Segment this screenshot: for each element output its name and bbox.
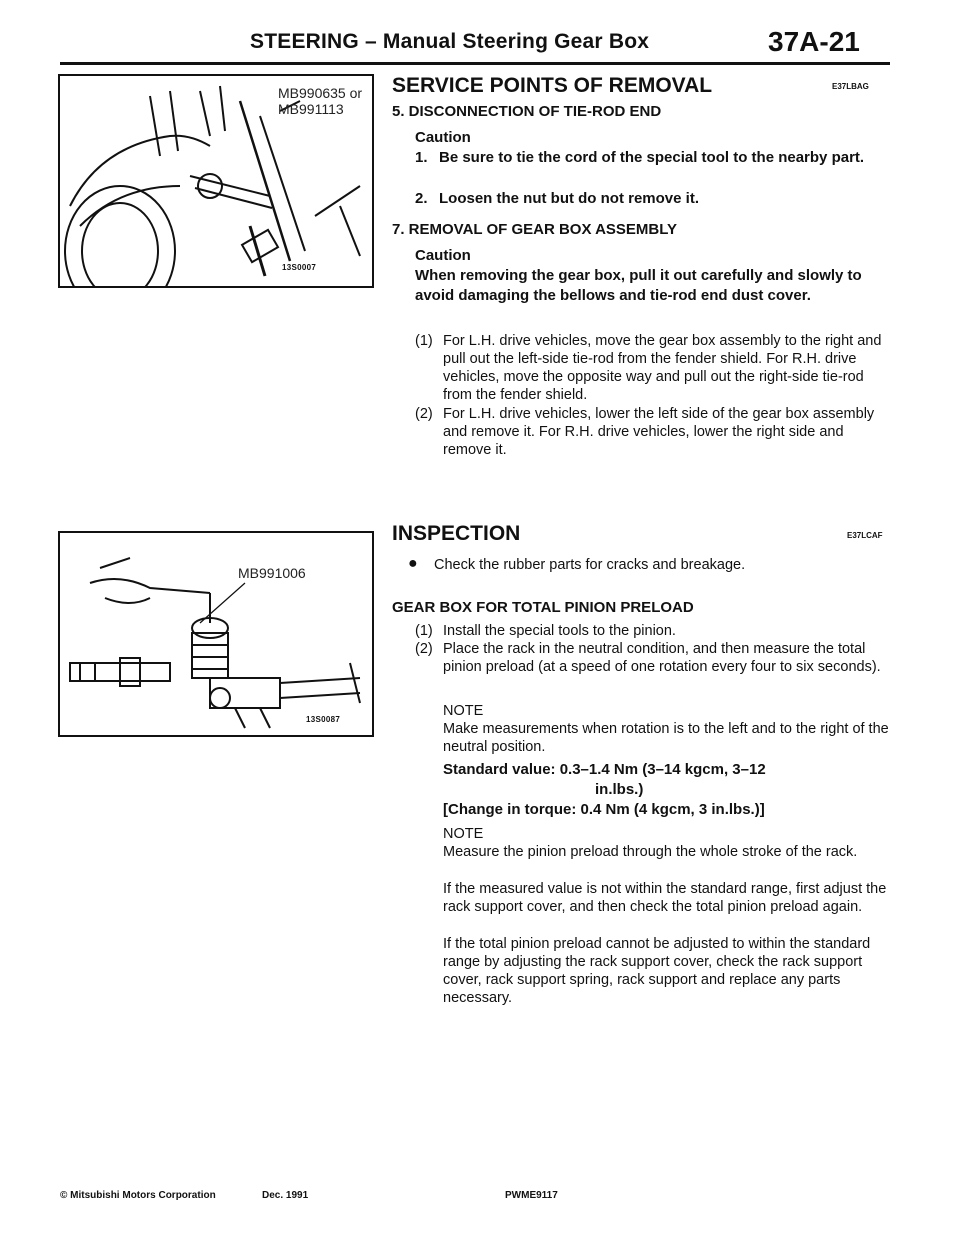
- step7-item-2: (2) For L.H. drive vehicles, lower the left side of the gear box assembly and remove it. For R.H. drive vehicles, lower the right side and remove it.: [415, 406, 875, 458]
- step7-item-1: (1) For L.H. drive vehicles, move the gear box assembly to the right and pull out the left-side tie-rod from the fender shield. For R.H. drive vehicles, move the opposite way and pull out the right-side tie-rod from the fender shield.: [415, 333, 882, 403]
- removal-heading: SERVICE POINTS OF REMOVAL: [392, 74, 713, 97]
- figure-tie-rod-removal: [58, 74, 374, 288]
- step5-caution-item-2: 2. Loosen the nut but do not remove it.: [415, 190, 699, 207]
- footer-date: Dec. 1991: [262, 1190, 309, 1201]
- preload-item-2: (2) Place the rack in the neutral condition, and then measure the total pinion preload (at a speed of one rotation every four to six seconds).: [415, 641, 881, 675]
- figure2-part-label: MB991006: [238, 565, 306, 581]
- header-rule: [60, 62, 890, 65]
- step7-caution-label: Caution: [415, 247, 471, 264]
- preload-item-1: (1) Install the special tools to the pinion.: [415, 623, 676, 639]
- bullet-icon: ●: [408, 555, 418, 572]
- removal-section: [392, 74, 892, 98]
- removal-code: E37LBAG: [832, 82, 869, 91]
- pinion-preload-illustration: [60, 533, 372, 735]
- figure1-part-label: MB990635 or MB991113: [278, 85, 363, 117]
- preload-subheading: GEAR BOX FOR TOTAL PINION PRELOAD: [392, 599, 694, 616]
- inspection-bullet-item: ● Check the rubber parts for cracks and breakage.: [408, 555, 746, 573]
- inspection-heading: INSPECTION: [392, 522, 521, 545]
- figure-pinion-preload: [58, 531, 374, 737]
- note1-label: NOTE: [443, 703, 484, 719]
- step7-caution-text: When removing the gear box, pull it out carefully and slowly to avoid damaging the bellows and tie-rod end dust cover.: [415, 267, 862, 304]
- note2-label: NOTE: [443, 826, 484, 842]
- standard-value-line1: Standard value: 0.3–1.4 Nm (3–14 kgcm, 3–12: [443, 761, 766, 778]
- adjust-paragraph-2: If the total pinion preload cannot be adjusted to within the standard range by adjusting the rack support cover, check the rack support cover, rack support spring, rack support and replace any parts necessary.: [443, 936, 871, 1006]
- note1-text: Make measurements when rotation is to the left and to the right of the neutral position.: [443, 721, 889, 755]
- step5-caution-item-1: 1. Be sure to tie the cord of the special tool to the nearby part.: [415, 149, 865, 166]
- change-in-torque: [Change in torque: 0.4 Nm (4 kgcm, 3 in.lbs.)]: [443, 801, 765, 818]
- step5-title: 5. DISCONNECTION OF TIE-ROD END: [392, 103, 662, 120]
- page-header-title: STEERING – Manual Steering Gear Box: [250, 30, 650, 53]
- figure1-code: 13S0007: [282, 263, 317, 272]
- step5-caution-label: Caution: [415, 129, 471, 146]
- adjust-paragraph-1: If the measured value is not within the standard range, first adjust the rack support cover, and then check the total pinion preload again.: [443, 881, 887, 915]
- standard-value-line2: in.lbs.): [595, 781, 644, 798]
- inspection-section: [392, 522, 892, 546]
- note2-text: Measure the pinion preload through the whole stroke of the rack.: [443, 844, 858, 860]
- step7-title: 7. REMOVAL OF GEAR BOX ASSEMBLY: [392, 221, 678, 238]
- page-number: 37A-21: [768, 26, 860, 57]
- footer-copyright: © Mitsubishi Motors Corporation: [60, 1190, 216, 1201]
- inspection-code: E37LCAF: [847, 531, 883, 540]
- footer-doc-code: PWME9117: [505, 1190, 558, 1201]
- figure2-code: 13S0087: [306, 715, 341, 724]
